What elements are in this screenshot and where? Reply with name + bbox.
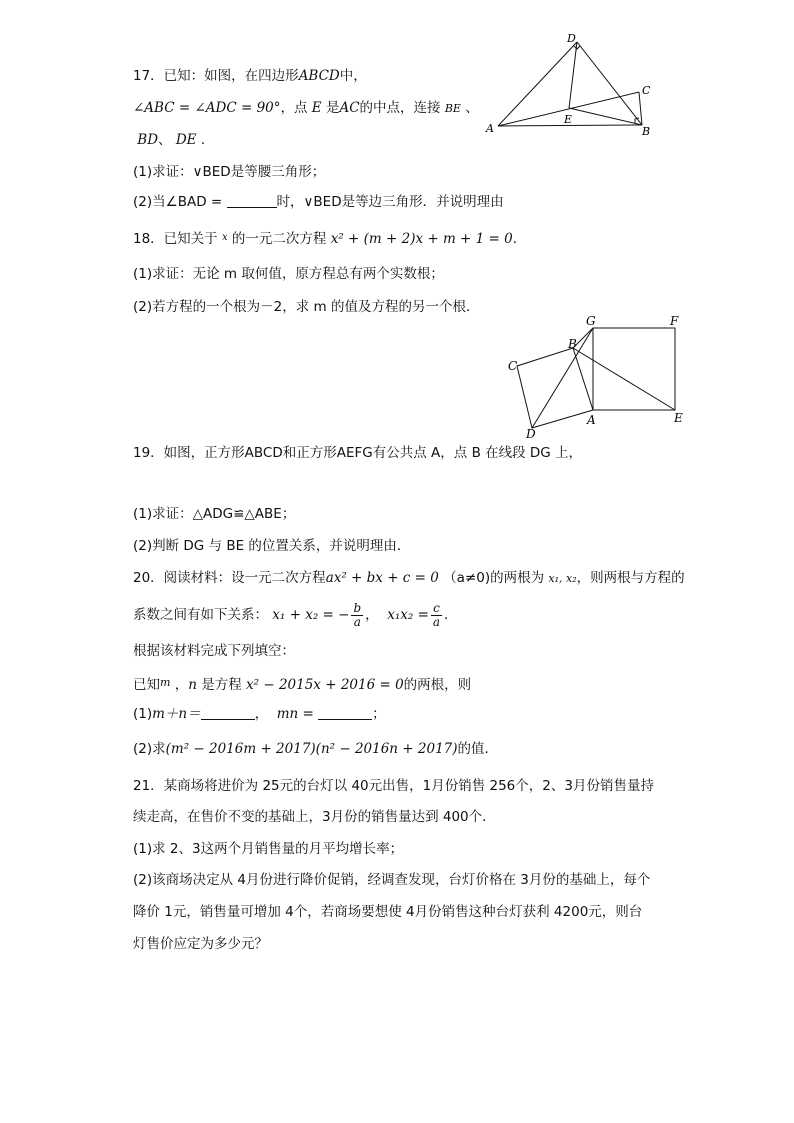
q17-stem: 17．已知：如图，在四边形ABCD中， <box>133 68 367 84</box>
q21-part1: (1)求 2、3这两个月销售量的月平均增长率； <box>133 841 404 857</box>
q20-sum-blank[interactable] <box>201 705 255 720</box>
q17-label-a: A <box>486 122 494 135</box>
q18-part1: (1)求证：无论 m 取何值，原方程总有两个实数根； <box>133 266 444 282</box>
q17-label-b: B <box>642 125 651 138</box>
q19-part2: (2)判断 DG 与 BE 的位置关系，并说明理由． <box>133 538 411 554</box>
q19-label-f: F <box>670 314 679 328</box>
q17-label-c: C <box>642 84 651 97</box>
q20-part1: (1)m＋n＝ ， mn = ； <box>133 706 386 722</box>
q19-label-e: E <box>674 411 683 425</box>
q20-given: 已知$^m$ ，n 是方程 x² − 2015x + 2016 = 0的两根，则 <box>133 676 472 693</box>
q21-part2-line3: 灯售价应定为多少元？ <box>133 936 268 952</box>
q21-part2-line1: (2)该商场决定从 4月份进行降价促销，经调查发现，台灯价格在 3月份的基础上，每个 <box>133 872 651 888</box>
q20-stem: 20．阅读材料：设一元二次方程ax² + bx + c = 0 （a≠0)的两根为 x₁, x₂，则两根与方程的 <box>133 570 685 586</box>
q20-relations: 系数之间有如下关系： x₁ + x₂ = − $\frac{b}{a}$ ， x₁x₂ = $\frac{c}{a}$ ． <box>133 600 458 629</box>
q17-part2: (2)当∠BAD = 时，∨BED是等边三角形．并说明理由 <box>133 194 504 210</box>
q19-label-g: G <box>586 314 596 328</box>
q17-label-d: D <box>567 32 576 45</box>
q20-frac-b-a: $\frac{b}{a}$ <box>353 600 362 629</box>
q17-answer-blank[interactable] <box>227 193 277 208</box>
q18-part2: (2)若方程的一个根为－2，求 m 的值及方程的另一个根． <box>133 299 480 315</box>
q19-figure <box>500 310 700 442</box>
q20-product-blank[interactable] <box>318 705 372 720</box>
q19-stem: 19．如图，正方形ABCD和正方形AEFG有公共点 A，点 B 在线段 DG 上， <box>133 445 583 461</box>
q17-label-e: E <box>564 113 573 126</box>
q18-stem: 18．已知关于 $^x$ 的一元二次方程 x² + (m + 2)x + m + 1 = 0． <box>133 231 527 247</box>
q21-part2-line2: 降价 1元，销售量可增加 4个，若商场要想使 4月份销售这种台灯获利 4200元，则台 <box>133 904 643 920</box>
q20-instruction: 根据该材料完成下列填空： <box>133 643 295 659</box>
q19-label-d: D <box>526 427 536 441</box>
q19-label-a: A <box>587 413 596 427</box>
q20-part2: (2)求(m² − 2016m + 2017)(n² − 2016n + 2017)的值． <box>133 741 499 757</box>
q19-part1: (1)求证：△ADG≌△ABE； <box>133 506 296 522</box>
q17-condition-cont: BD、 DE ． <box>137 132 215 148</box>
q21-line1: 21．某商场将进价为 25元的台灯以 40元出售，1月份销售 256个，2、3月份销售量持 <box>133 778 654 794</box>
q19-label-c: C <box>508 359 518 373</box>
q17-part1: (1)求证：∨BED是等腰三角形； <box>133 164 326 180</box>
q17-figure <box>480 28 660 143</box>
q17-condition: ∠ABC = ∠ADC = 90°，点 E 是AC的中点，连接 BE 、 <box>133 100 479 116</box>
q19-label-b: B <box>568 337 577 351</box>
q21-line2: 续走高，在售价不变的基础上，3月份的销售量达到 400个． <box>133 809 496 825</box>
q20-frac-c-a: $\frac{c}{a}$ <box>432 600 441 629</box>
